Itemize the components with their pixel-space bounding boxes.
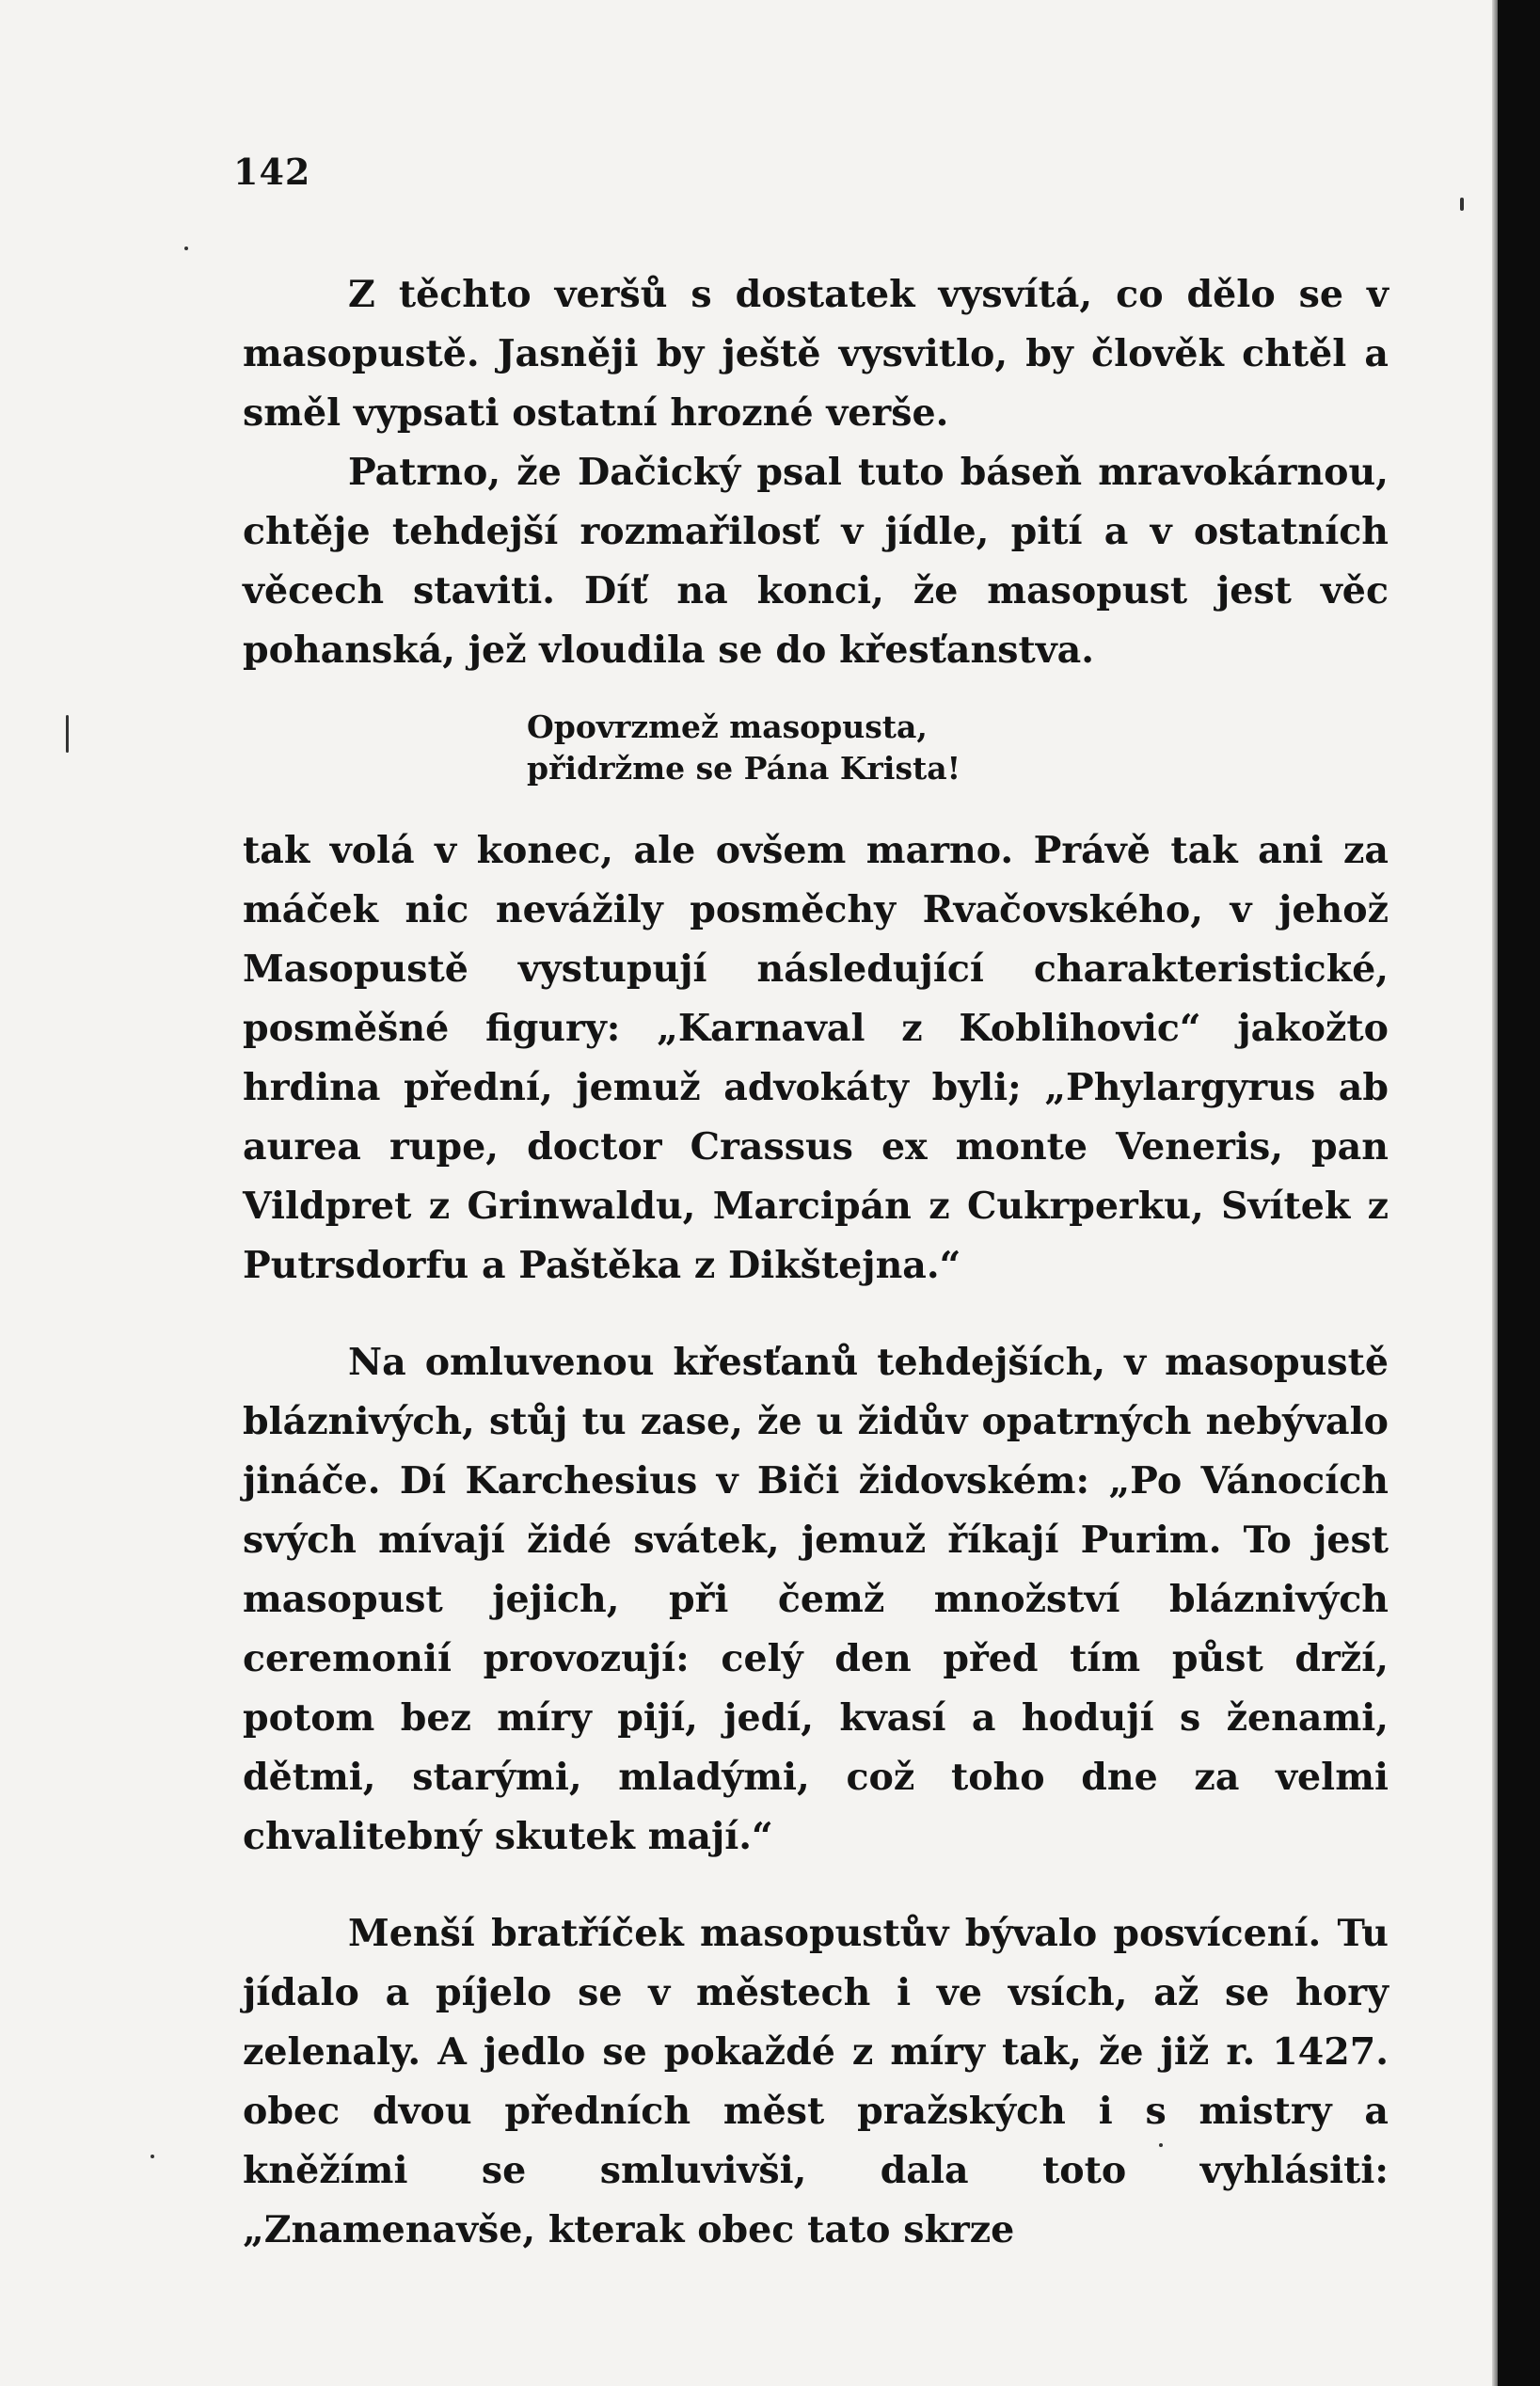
scan-mark — [1460, 198, 1464, 211]
scan-speck — [1159, 2143, 1163, 2147]
verse-line-2: přidržme se Pána Krista! — [527, 750, 961, 787]
scan-speck — [184, 247, 188, 250]
paragraph-continuation: tak volá v konec, ale ovšem marno. Právě tak ani za máček nic nevážily posměchy Rvačovského, v jehož Masopustě vystupují následující charakteristické, posměšné figury: „Karnaval z Koblihovic“ jakožto hrdina přední, jemuž advokáty byli; „Phylargyrus ab aurea rupe, doctor Crassus ex monte Veneris, pan Vildpret z Grinwaldu, Marcipán z Cukrperku, Svítek z Putrsdorfu a Paštěka z Dikštejna.“ — [243, 829, 1389, 1287]
paragraph-4: Menší bratříček masopustův bývalo posvícení. Tu jídalo a píjelo se v městech i ve vsích, až se hory zelenaly. A jedlo se pokaždé z míry tak, že již r. 1427. obec dvou předních měst pražských i s mistry a kněžími se smluvivši, dala toto vyhlásiti: „Znamenavše, kterak obec tato skrze — [243, 1912, 1389, 2251]
paragraph-3: Na omluvenou křesťanů tehdejších, v masopustě bláznivých, stůj tu zase, že u židův opatrných nebývalo jináče. Dí Karchesius v Biči židovském: „Po Vánocích svých mívají židé svátek, jemuž říkají Purim. To jest masopust jejich, při čemž množství bláznivých ceremonií provozují: celý den před tím půst drží, potom bez míry pijí, jedí, kvasí a hodují s ženami, dětmi, starými, mladými, což toho dne za velmi chvalitebný skutek mají.“ — [243, 1341, 1389, 1858]
page-number: 142 — [233, 151, 311, 193]
scan-mark — [66, 715, 69, 753]
scan-speck — [151, 2155, 154, 2158]
page-body — [243, 265, 1389, 2260]
paragraph-2: Patrno, že Dačický psal tuto báseň mravokárnou, chtěje tehdejší rozmařilosť v jídle, pití a v ostatních věcech staviti. Díť na konci, že masopust jest věc pohanská, jež vloudila se do křesťanstva. — [243, 451, 1389, 672]
paragraph-1: Z těchto veršů s dostatek vysvítá, co dělo se v masopustě. Jasněji by ještě vysvitlo, by člověk chtěl a směl vypsati ostatní hrozné verše. — [243, 273, 1389, 435]
verse-quote — [527, 707, 1389, 789]
verse-line-1: Opovrzmež masopusta, — [527, 708, 928, 745]
scan-border — [1498, 0, 1540, 2386]
